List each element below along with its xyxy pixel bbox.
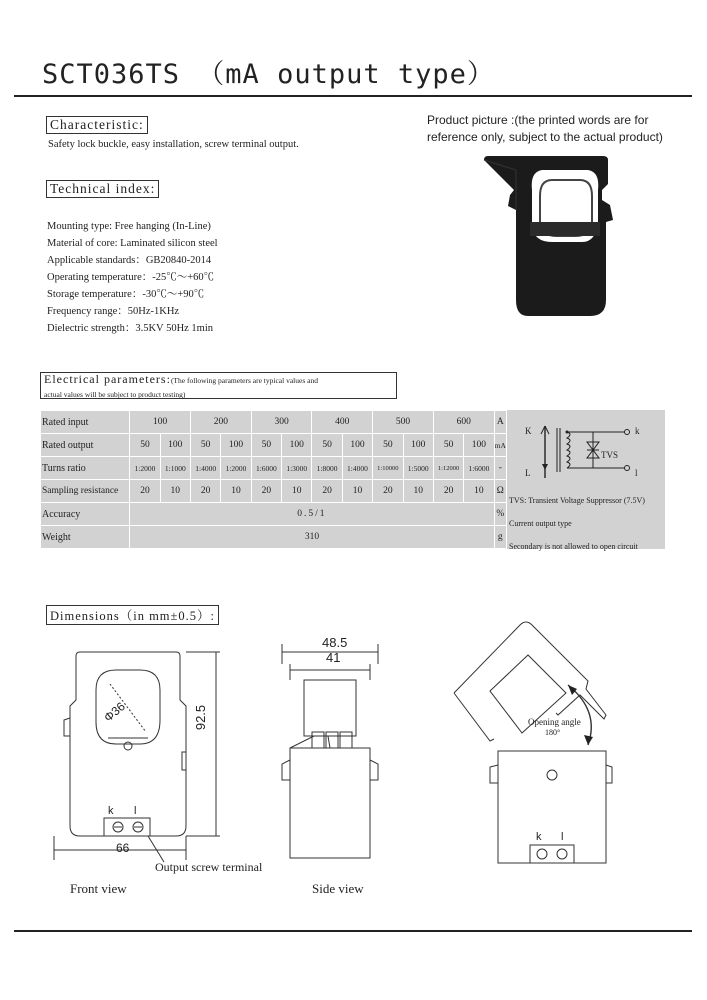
tech-mounting: Mounting type: Free hanging (In-Line) — [47, 221, 211, 232]
turns-ratio-cell: 1:6000 — [251, 457, 281, 480]
rated-output-cell: 50 — [433, 434, 463, 457]
unit-cell: % — [494, 503, 506, 526]
tech-operating-temp: Operating temperature：-25℃～+60℃ — [47, 272, 215, 283]
sampling-resistance-cell: 20 — [190, 480, 220, 503]
circuit-L-label: L — [525, 468, 531, 478]
table-row — [41, 526, 507, 549]
sampling-resistance-cell: 20 — [433, 480, 463, 503]
product-caption — [427, 112, 663, 146]
row-label-turns-ratio: Turns ratio — [41, 457, 130, 480]
rated-input-cell: 200 — [190, 411, 251, 434]
rated-output-cell: 100 — [403, 434, 433, 457]
weight-value: 310 — [130, 526, 494, 549]
side-outer-width-label: 48.5 — [322, 635, 348, 650]
characteristic-text: Safety lock buckle, easy installation, screw terminal output. — [48, 139, 299, 150]
side-inner-width-label: 41 — [326, 650, 341, 665]
table-row — [41, 411, 507, 434]
row-label-rated-output: Rated output — [41, 434, 130, 457]
front-width-label: 66 — [116, 841, 130, 855]
turns-ratio-cell: 1:5000 — [403, 457, 433, 480]
electrical-params-table — [40, 410, 507, 549]
rated-input-cell: 400 — [312, 411, 373, 434]
circuit-diagram — [507, 412, 665, 486]
rated-output-cell: 100 — [221, 434, 251, 457]
table-row — [41, 434, 507, 457]
technical-heading: Technical index: — [46, 180, 159, 198]
note-current-output: Current output type — [509, 519, 572, 528]
electrical-note-line2: actual values will be subject to product testing) — [44, 390, 186, 399]
sampling-resistance-cell: 20 — [312, 480, 342, 503]
product-caption-line2: reference only, subject to the actual product) — [427, 130, 663, 144]
row-label-rated-input: Rated input — [41, 411, 130, 434]
circuit-K-label: K — [525, 426, 532, 436]
rated-output-cell: 100 — [464, 434, 494, 457]
rated-output-cell: 50 — [251, 434, 281, 457]
open-terminal-l: l — [561, 831, 564, 843]
product-caption-line1: Product picture :(the printed words are for — [427, 113, 649, 127]
row-label-accuracy: Accuracy — [41, 503, 130, 526]
rated-input-cell: 600 — [433, 411, 494, 434]
rated-output-cell: 50 — [312, 434, 342, 457]
turns-ratio-cell: 1:10000 — [373, 457, 403, 480]
footer-divider — [14, 930, 692, 932]
circuit-k-label: k — [635, 426, 640, 436]
sampling-resistance-cell: 20 — [251, 480, 281, 503]
sampling-resistance-cell: 10 — [221, 480, 251, 503]
rated-input-cell: 300 — [251, 411, 312, 434]
side-view-drawing — [270, 640, 390, 870]
technical-list — [47, 218, 218, 337]
unit-cell: mA — [494, 434, 506, 457]
electrical-heading-box — [40, 372, 397, 399]
circuit-notes — [509, 489, 645, 558]
side-view-label: Side view — [312, 881, 364, 896]
height-label: 92.5 — [193, 704, 209, 731]
diameter-label: Φ36 — [101, 699, 128, 725]
tech-material: Material of core: Laminated silicon steel — [47, 238, 218, 249]
turns-ratio-cell: 1:12000 — [433, 457, 463, 480]
tech-frequency: Frequency range：50Hz-1KHz — [47, 306, 180, 317]
table-row — [41, 503, 507, 526]
turns-ratio-cell: 1:2000 — [130, 457, 160, 480]
front-view-label: Front view — [70, 881, 127, 896]
table-row — [41, 480, 507, 503]
rated-input-cell: 500 — [373, 411, 434, 434]
turns-ratio-cell: 1:3000 — [282, 457, 312, 480]
angle-value-label: 180° — [545, 728, 561, 737]
unit-cell: g — [494, 526, 506, 549]
unit-cell: Ω — [494, 480, 506, 503]
rated-output-cell: 100 — [342, 434, 372, 457]
opening-angle-label: Opening angle — [528, 717, 581, 727]
note-tvs: TVS: Transient Voltage Suppressor (7.5V) — [509, 496, 645, 505]
tech-dielectric: Dielectric strength：3.5KV 50Hz 1min — [47, 323, 214, 334]
electrical-note-line1: (The following parameters are typical values and — [170, 376, 318, 385]
rated-output-cell: 50 — [373, 434, 403, 457]
electrical-heading: Electrical parameters: — [44, 372, 171, 386]
front-view-drawing — [40, 640, 230, 870]
sampling-resistance-cell: 10 — [160, 480, 190, 503]
turns-ratio-cell: 1:6000 — [464, 457, 494, 480]
rated-output-cell: 50 — [190, 434, 220, 457]
turns-ratio-cell: 1:2000 — [221, 457, 251, 480]
circuit-tvs-label: TVS — [601, 450, 619, 460]
turns-ratio-cell: 1:4000 — [190, 457, 220, 480]
sampling-resistance-cell: 10 — [464, 480, 494, 503]
product-photo — [470, 150, 630, 325]
note-secondary: Secondary is not allowed to open circuit — [509, 542, 638, 551]
characteristic-heading: Characteristic: — [46, 116, 148, 134]
accuracy-value: 0.5/1 — [130, 503, 494, 526]
rated-output-cell: 50 — [130, 434, 160, 457]
sampling-resistance-cell: 20 — [373, 480, 403, 503]
row-label-sampling-resistance: Sampling resistance — [41, 480, 130, 503]
front-terminal-k: k — [108, 805, 114, 817]
sampling-resistance-cell: 10 — [282, 480, 312, 503]
tech-storage-temp: Storage temperature：-30℃～+90℃ — [47, 289, 205, 300]
turns-ratio-cell: 1:1000 — [160, 457, 190, 480]
rated-output-cell: 100 — [160, 434, 190, 457]
header-divider — [14, 95, 692, 97]
sampling-resistance-cell: 10 — [342, 480, 372, 503]
circuit-l-label: l — [635, 468, 638, 478]
unit-cell: A — [494, 411, 506, 434]
table-row — [41, 457, 507, 480]
sampling-resistance-cell: 10 — [403, 480, 433, 503]
turns-ratio-cell: 1:8000 — [312, 457, 342, 480]
rated-input-cell: 100 — [130, 411, 191, 434]
unit-cell: - — [494, 457, 506, 480]
page-title: SCT036TS （mA output type） — [42, 59, 495, 90]
row-label-weight: Weight — [41, 526, 130, 549]
tech-standards: Applicable standards：GB20840-2014 — [47, 255, 212, 266]
rated-output-cell: 100 — [282, 434, 312, 457]
output-terminal-label: Output screw terminal — [155, 860, 263, 874]
open-terminal-k: k — [536, 831, 542, 843]
front-terminal-l: l — [134, 805, 137, 817]
sampling-resistance-cell: 20 — [130, 480, 160, 503]
turns-ratio-cell: 1:4000 — [342, 457, 372, 480]
dimensions-heading: Dimensions（in mm±0.5）: — [46, 605, 219, 625]
